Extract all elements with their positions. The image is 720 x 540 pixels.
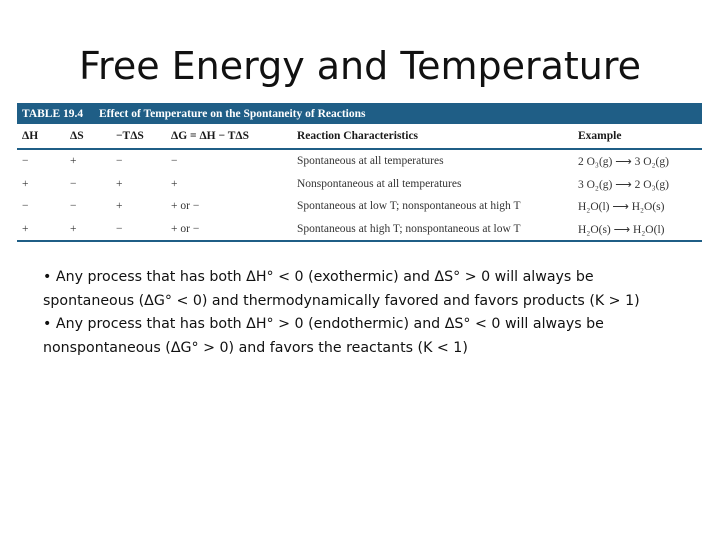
table-caption: Effect of Temperature on the Spontaneity of Reactions: [99, 107, 366, 120]
cell-characteristics: Spontaneous at high T; nonspontaneous at low T: [297, 222, 521, 235]
bullet-list: [43, 266, 683, 360]
table-row: [17, 218, 702, 243]
cell-example: 2 O₃(g) ⟶ 3 O₂(g): [578, 156, 669, 169]
slide-title: Free Energy and Temperature: [78, 44, 642, 88]
table-row: [17, 195, 702, 218]
cell-minus-t-delta-s: −: [116, 222, 123, 235]
header-example: Example: [578, 130, 622, 142]
cell-example: H₂O(l) ⟶ H₂O(s): [578, 201, 665, 214]
cell-characteristics: Nonspontaneous at all temperatures: [297, 177, 462, 190]
cell-example: 3 O₂(g) ⟶ 2 O₃(g): [578, 178, 669, 191]
header-reaction-characteristics: Reaction Characteristics: [297, 130, 419, 142]
cell-delta-h: −: [22, 155, 29, 168]
cell-minus-t-delta-s: +: [116, 177, 123, 190]
cell-delta-s: −: [70, 177, 77, 190]
cell-delta-g: +: [171, 177, 178, 190]
bullet-exothermic: • Any process that has both ΔH° < 0 (exothermic) and ΔS° > 0 will always be spontaneous (ΔG° < 0) and thermodynamically favored and favors products (K > 1): [43, 269, 640, 309]
cell-minus-t-delta-s: −: [116, 155, 123, 168]
cell-delta-g: + or −: [171, 222, 200, 235]
table-header-row: [17, 124, 702, 150]
bullet-endothermic: • Any process that has both ΔH° > 0 (endothermic) and ΔS° < 0 will always be nonspontaneous (ΔG° > 0) and favors the reactants (K < 1): [43, 316, 604, 356]
cell-delta-h: −: [22, 200, 29, 213]
header-delta-s: ΔS: [70, 130, 84, 142]
header-delta-g: ΔG = ΔH − TΔS: [171, 130, 249, 142]
cell-delta-s: +: [70, 155, 77, 168]
header-delta-h: ΔH: [22, 130, 39, 142]
cell-delta-h: +: [22, 177, 29, 190]
table-row: [17, 150, 702, 173]
header-minus-t-delta-s: −TΔS: [116, 130, 144, 142]
table-number: TABLE 19.4: [22, 107, 84, 120]
cell-delta-g: −: [171, 155, 178, 168]
table-row: [17, 173, 702, 196]
cell-delta-g: + or −: [171, 200, 200, 213]
cell-delta-s: −: [70, 200, 77, 213]
spontaneity-table: [17, 103, 702, 246]
table-caption-bar: [17, 103, 702, 124]
cell-example: H₂O(s) ⟶ H₂O(l): [578, 223, 665, 236]
cell-minus-t-delta-s: +: [116, 200, 123, 213]
cell-characteristics: Spontaneous at low T; nonspontaneous at high T: [297, 200, 521, 213]
cell-delta-s: +: [70, 222, 77, 235]
cell-characteristics: Spontaneous at all temperatures: [297, 155, 444, 168]
cell-delta-h: +: [22, 222, 29, 235]
